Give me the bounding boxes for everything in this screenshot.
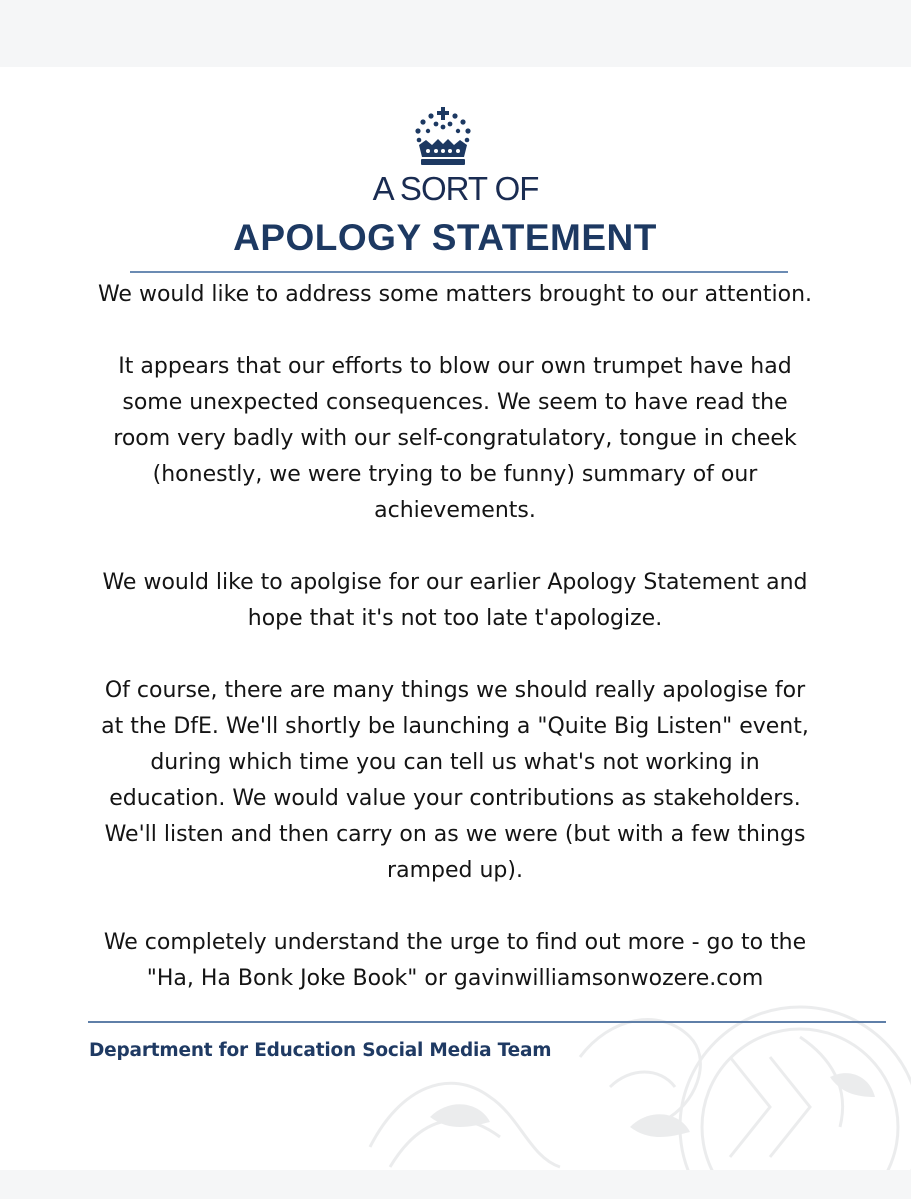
crown-icon (414, 107, 472, 167)
paragraph-3: We would like to apolgise for our earlier Apology Statement and hope that it's not too late t'apologize. (102, 570, 808, 631)
title-divider (130, 271, 788, 273)
paragraph-5: We completely understand the urge to find out more - go to the "Ha, Ha Bonk Joke Book" or gavinwilliamsonwozere.com (103, 930, 807, 991)
page-title: APOLOGY STATEMENT (233, 217, 657, 258)
bottom-margin (0, 1170, 911, 1199)
paragraph-1: We would like to address some matters brought to our attention. (97, 282, 813, 307)
footer-team-name: Department for Education Social Media Team (89, 1040, 552, 1061)
title-line-1: A SORT OF (372, 170, 539, 207)
statement-page (0, 67, 911, 1170)
footer-divider (88, 1021, 886, 1023)
statement-body (95, 277, 815, 997)
paragraph-2: It appears that our efforts to blow our own trumpet have had some unexpected consequences. We seem to have read the room very badly with our self-congratulatory, tongue in cheek (honestly, we were trying to be funny) summary of our achievements. (113, 354, 797, 523)
paragraph-4: Of course, there are many things we should really apologise for at the DfE. We'll shortly be launching a "Quite Big Listen" event, during which time you can tell us what's not working in education. We would value your contributions as stakeholders. We'll listen and then carry on as we were (but with a few things ramped up). (101, 678, 809, 883)
